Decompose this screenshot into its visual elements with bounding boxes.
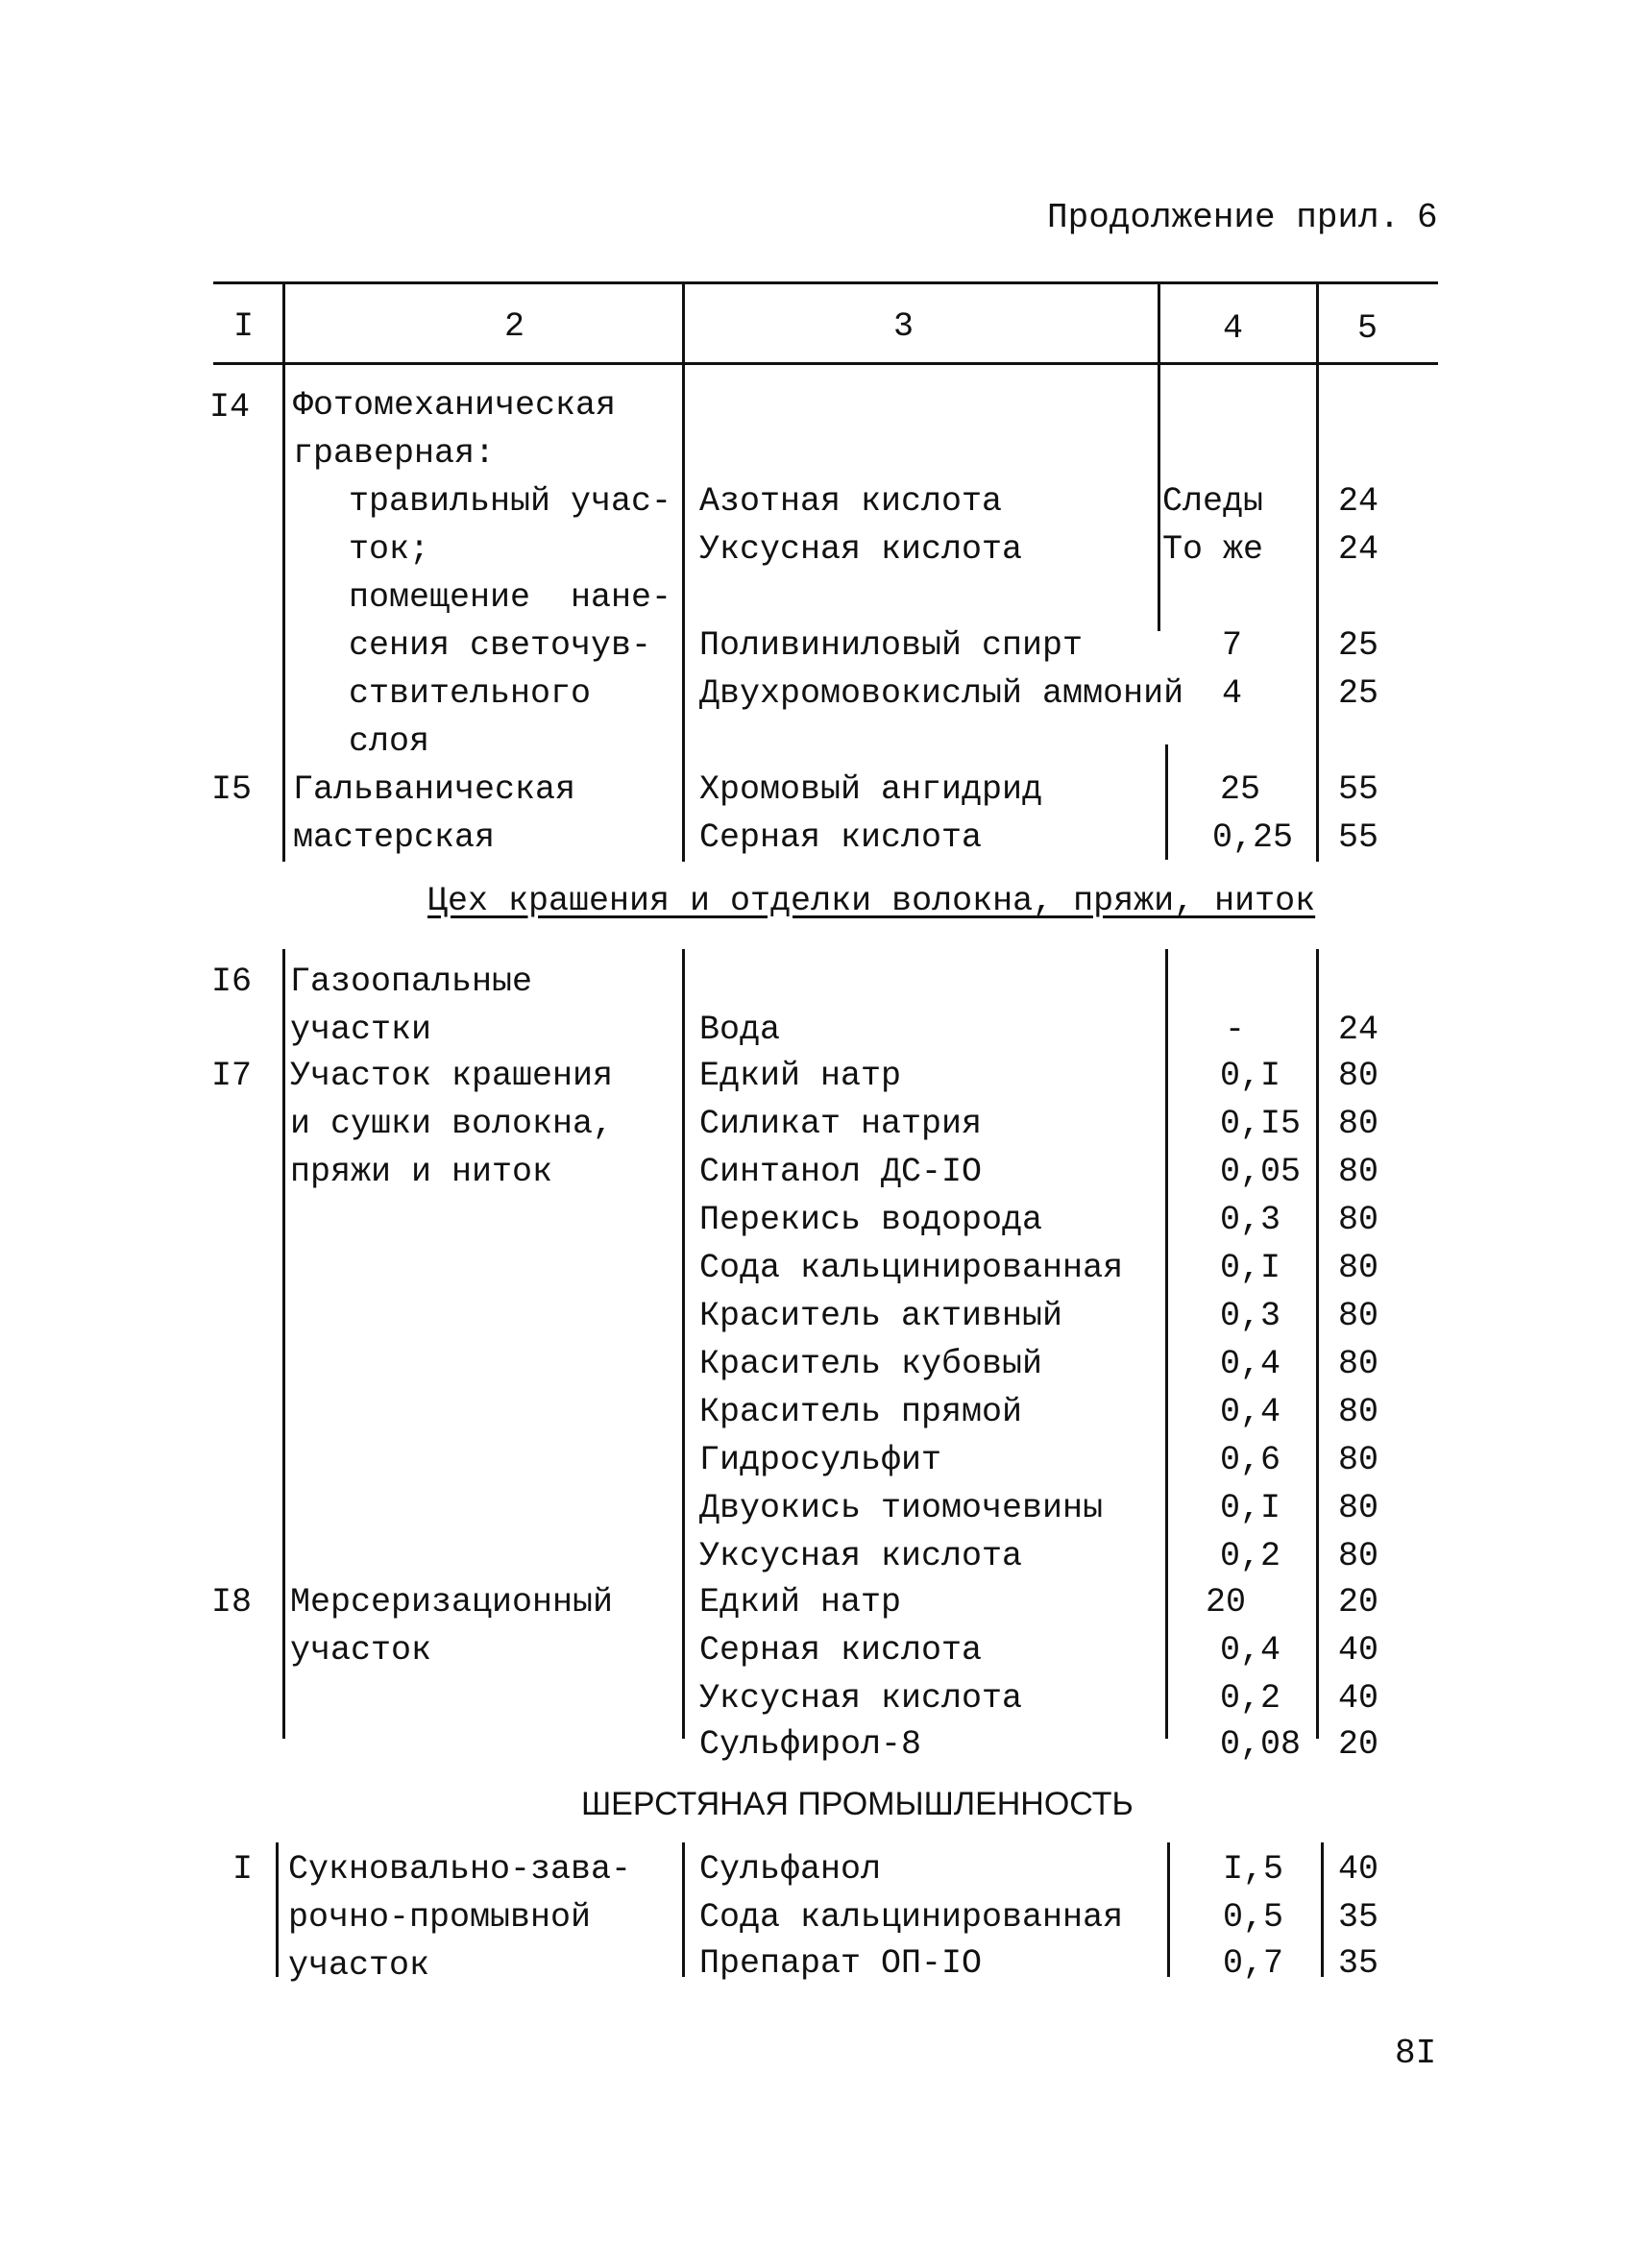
concentration: 0,4 — [1220, 1345, 1281, 1383]
col-divider-4 — [1316, 281, 1319, 365]
workplace-sub: ствительного — [349, 674, 592, 713]
substance: Сода кальцинированная — [699, 1898, 1124, 1937]
substance: Двуокись тиомочевины — [699, 1489, 1104, 1527]
col-divider-2 — [682, 281, 685, 365]
workplace-name: Фотомеханическая — [293, 386, 617, 425]
concentration: 0,25 — [1212, 818, 1294, 857]
substance: Серная кислота — [699, 1631, 983, 1670]
substance: Хромовый ангидрид — [699, 770, 1043, 809]
workplace-name: мастерская — [293, 818, 496, 857]
substance: Уксусная кислота — [699, 1679, 1023, 1718]
row-number: I — [232, 1850, 254, 1889]
substance: Силикат натрия — [699, 1105, 983, 1143]
col-header-3: 3 — [893, 307, 915, 346]
substance: Едкий натр — [699, 1057, 902, 1095]
workplace-name: Сукновально-зава- — [288, 1850, 632, 1889]
value-col5: 55 — [1338, 770, 1379, 809]
workplace-name: участок — [290, 1631, 432, 1670]
workplace-name: Мерсеризационный — [290, 1583, 614, 1622]
row-number: I8 — [211, 1583, 253, 1622]
workplace-name: и сушки волокна, — [290, 1105, 614, 1143]
value-col5: 80 — [1338, 1153, 1379, 1191]
value-col5: 80 — [1338, 1537, 1379, 1575]
workplace-name: граверная: — [293, 434, 496, 473]
value-col5: 80 — [1338, 1249, 1379, 1287]
value-col5: 35 — [1338, 1944, 1379, 1983]
col-divider-1 — [282, 281, 285, 365]
concentration: 20 — [1206, 1583, 1247, 1622]
value-col5: 20 — [1338, 1583, 1379, 1622]
workplace-sub: ток; — [349, 530, 430, 569]
value-col5: 80 — [1338, 1345, 1379, 1383]
value-col5: 40 — [1338, 1631, 1379, 1670]
substance: Сода кальцинированная — [699, 1249, 1124, 1287]
workplace-sub: травильный учас- — [349, 482, 672, 521]
substance: Сульфанол — [699, 1850, 882, 1889]
table-header-rule — [213, 362, 1438, 365]
workplace-name: рочно-промывной — [288, 1898, 592, 1937]
substance: Уксусная кислота — [699, 1537, 1023, 1575]
substance: Уксусная кислота — [699, 530, 1023, 569]
substance: Синтанол ДС-IO — [699, 1153, 983, 1191]
concentration: 0,I — [1220, 1057, 1281, 1095]
concentration: - — [1225, 1011, 1246, 1049]
concentration: 0,I — [1220, 1249, 1281, 1287]
substance: Азотная кислота — [699, 482, 1003, 521]
value-col5: 40 — [1338, 1679, 1379, 1718]
block3-divider-2 — [682, 1842, 685, 1977]
concentration: I,5 — [1223, 1850, 1284, 1889]
concentration: 0,4 — [1220, 1631, 1281, 1670]
value-col5: 80 — [1338, 1105, 1379, 1143]
concentration: 0,4 — [1220, 1393, 1281, 1431]
concentration: То же — [1162, 530, 1264, 569]
value-col5: 25 — [1338, 626, 1379, 665]
appendix-number: 6 — [1417, 198, 1438, 237]
block2-divider-2 — [682, 949, 685, 1739]
substance: Краситель активный — [699, 1297, 1063, 1335]
block1-divider-2 — [682, 362, 685, 862]
concentration: 0,2 — [1220, 1537, 1281, 1575]
substance: Перекись водорода — [699, 1201, 1043, 1239]
concentration: 0,5 — [1223, 1898, 1284, 1937]
block3-divider-4 — [1321, 1842, 1324, 1977]
substance: Поливиниловый спирт — [699, 626, 1084, 665]
value-col5: 24 — [1338, 482, 1379, 521]
substance: Вода — [699, 1011, 781, 1049]
value-col5: 24 — [1338, 530, 1379, 569]
concentration: 4 — [1222, 674, 1243, 713]
workplace-name: Газоопальные — [290, 963, 533, 1001]
concentration: 0,7 — [1223, 1944, 1284, 1983]
block2-divider-1 — [282, 949, 285, 1739]
value-col5: 80 — [1338, 1297, 1379, 1335]
value-col5: 35 — [1338, 1898, 1379, 1937]
col-header-2: 2 — [504, 307, 525, 346]
row-number: I7 — [211, 1057, 253, 1095]
concentration: 0,05 — [1220, 1153, 1302, 1191]
row-number: I4 — [209, 388, 251, 427]
workplace-sub: слоя — [349, 722, 430, 761]
block1-divider-4 — [1316, 362, 1319, 862]
concentration: 25 — [1220, 770, 1261, 809]
block2-divider-3 — [1165, 949, 1168, 1739]
block1-divider-3a — [1158, 362, 1160, 631]
concentration: 0,2 — [1220, 1679, 1281, 1718]
page-number: 8I — [1395, 2034, 1437, 2073]
continuation-label: Продолжение прил. — [1047, 198, 1401, 237]
workplace-name: участок — [288, 1946, 430, 1985]
concentration: Следы — [1162, 482, 1264, 521]
workplace-sub: сения светочув- — [349, 626, 652, 665]
col-header-4: 4 — [1223, 309, 1244, 348]
workplace-name: Участок крашения — [290, 1057, 614, 1095]
value-col5: 24 — [1338, 1011, 1379, 1049]
col-header-1: I — [233, 307, 255, 346]
concentration: 0,3 — [1220, 1201, 1281, 1239]
concentration: 0,08 — [1220, 1725, 1302, 1764]
workplace-name: Гальваническая — [293, 770, 576, 809]
value-col5: 25 — [1338, 674, 1379, 713]
block3-divider-1 — [276, 1842, 279, 1977]
workplace-sub: помещение нане- — [349, 578, 672, 617]
block2-divider-4 — [1316, 949, 1319, 1739]
concentration: 0,6 — [1220, 1441, 1281, 1479]
concentration: 0,I — [1220, 1489, 1281, 1527]
block3-divider-3 — [1167, 1842, 1170, 1977]
value-col5: 40 — [1338, 1850, 1379, 1889]
block1-divider-3b — [1165, 744, 1168, 860]
col-header-5: 5 — [1357, 309, 1378, 348]
value-col5: 20 — [1338, 1725, 1379, 1764]
substance: Серная кислота — [699, 818, 983, 857]
value-col5: 80 — [1338, 1201, 1379, 1239]
concentration: 7 — [1222, 626, 1243, 665]
value-col5: 55 — [1338, 818, 1379, 857]
value-col5: 80 — [1338, 1489, 1379, 1527]
substance: Двухромовокислый аммоний — [699, 674, 1184, 713]
value-col5: 80 — [1338, 1393, 1379, 1431]
workplace-name: пряжи и ниток — [290, 1153, 553, 1191]
section-title: ШЕРСТЯНАЯ ПРОМЫШЛЕННОСТЬ — [581, 1786, 1134, 1822]
concentration: 0,3 — [1220, 1297, 1281, 1335]
substance: Сульфирол-8 — [699, 1725, 922, 1764]
row-number: I5 — [211, 770, 253, 809]
block1-divider-1 — [282, 362, 285, 862]
substance: Гидросульфит — [699, 1441, 942, 1479]
value-col5: 80 — [1338, 1441, 1379, 1479]
value-col5: 80 — [1338, 1057, 1379, 1095]
concentration: 0,I5 — [1220, 1105, 1302, 1143]
col-divider-3 — [1158, 281, 1160, 365]
workplace-name: участки — [290, 1011, 432, 1049]
substance: Едкий натр — [699, 1583, 902, 1622]
substance: Препарат ОП-IO — [699, 1944, 983, 1983]
row-number: I6 — [211, 963, 253, 1001]
substance: Краситель прямой — [699, 1393, 1023, 1431]
section-title: Цех крашения и отделки волокна, пряжи, ниток — [427, 882, 1316, 920]
table-top-rule — [213, 281, 1438, 284]
substance: Краситель кубовый — [699, 1345, 1043, 1383]
